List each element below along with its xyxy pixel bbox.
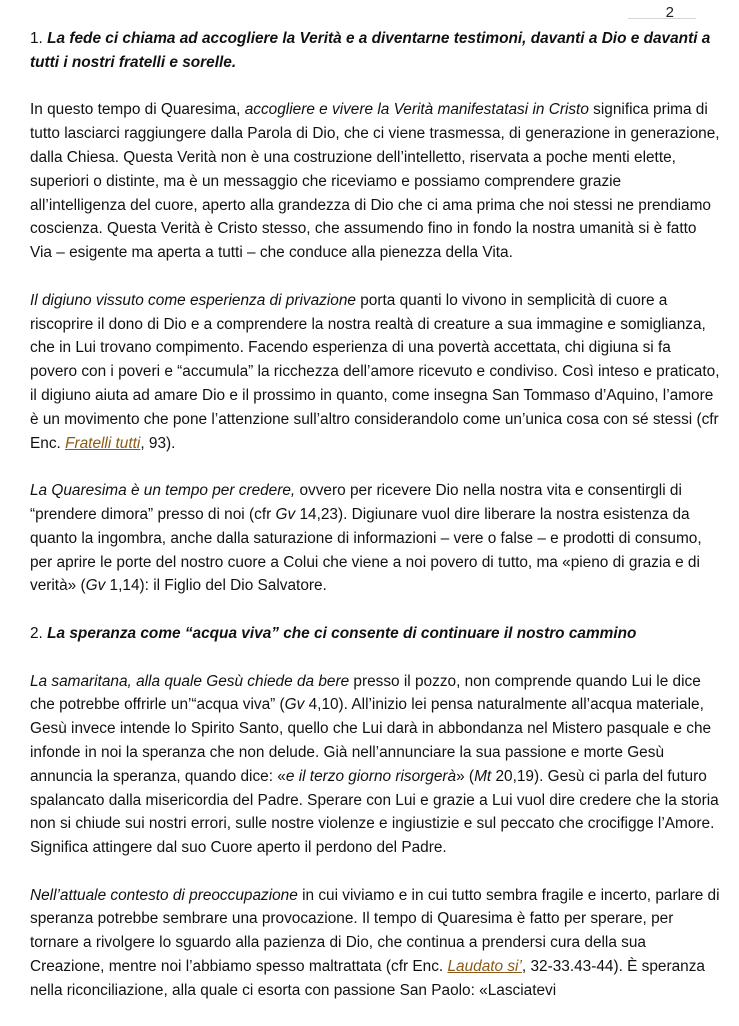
italic-text: La samaritana, alla quale Gesù chiede da bere <box>30 672 350 690</box>
italic-text: Nell’attuale contesto di preoccupazione <box>30 886 298 904</box>
paragraph-samaritan <box>30 670 720 860</box>
section-2-heading <box>30 622 720 646</box>
italic-text: accogliere e vivere la Verità manifestatasi in Cristo <box>244 101 589 119</box>
text: 4,10). All’inizio lei pensa naturalmente all’acqua materiale, Gesù invece intende lo Spirito Santo, quello che Lui darà in abbondanza nel Mistero pasquale e che infonde in noi la speranza che non delude. Già nell’annunciare la sua passione e morte Gesù annuncia la speranza, quando dice: « <box>30 696 712 785</box>
section-1-number: 1. <box>30 30 48 47</box>
text: porta quanti lo vivono in semplicità di cuore a riscoprire il dono di Dio e a comprendere la nostra realtà di creature a sua immagine e somiglianza, che in Lui trovano compimento. Facendo esperienza di una povertà accettata, chi digiuna si fa povero con i poveri e “accumula” la ricchezza dell’amore ricevuto e condiviso. Così inteso e praticato, il digiuno aiuta ad amare Dio e il prossimo in quanto, come insegna San Tommaso d’Aquino, l’amore è un movimento che pone l’attenzione sull’altro considerandolo come un’unica cosa con sé stessi (cfr Enc. <box>30 291 720 452</box>
citation-abbrev: Mt <box>474 767 492 785</box>
fratelli-tutti-link[interactable]: Fratelli tutti <box>65 434 141 452</box>
citation-abbrev: Gv <box>284 696 305 714</box>
text: , 32-33.43-44). È speranza nella riconciliazione, alla quale ci esorta con passione San Paolo: «Lasciatevi <box>30 958 705 999</box>
text: » ( <box>456 767 475 785</box>
paragraph-truth <box>30 98 720 265</box>
text: presso il pozzo, non comprende quando Lui le dice che potrebbe offrirle un’“acqua viva” ( <box>30 672 701 714</box>
page-header <box>628 4 696 19</box>
text: 1,14): il Figlio del Dio Salvatore. <box>105 577 327 595</box>
document-body <box>30 27 720 1026</box>
text: 20,19). Gesù ci parla del futuro spalancato dalla misericordia del Padre. Sperare con Lui e grazie a Lui vuol dire credere che la storia non si chiude sui nostri errori, sulle nostre violenze e ingiustizie e sul peccato che crocifigge l’Amore. Significa attingere dal suo Cuore aperto il perdono del Padre. <box>30 767 719 857</box>
page-number: 2 <box>665 4 674 21</box>
paragraph-lent-believe <box>30 479 720 598</box>
text: 14,23). Digiunare vuol dire liberare la nostra esistenza da quanto la ingombra, anche dalla saturazione di informazioni – vere o false – e prodotti di consumo, per aprire le porte del nostro cuore a Colui che viene a noi povero di tutto, ma «pieno di grazia e di verità» ( <box>30 505 702 595</box>
italic-text: La Quaresima è un tempo per credere, <box>30 482 296 500</box>
section-1-heading <box>30 27 720 75</box>
text: , 93). <box>140 434 176 452</box>
section-1-title: La fede ci chiama ad accogliere la Verità e a diventarne testimoni, davanti a Dio e davanti a tutti i nostri fratelli e sorelle. <box>30 30 711 71</box>
paragraph-hope-context <box>30 884 720 1003</box>
text: significa prima di tutto lasciarci raggiungere dalla Parola di Dio, che ci viene trasmessa, di generazione in generazione, dalla Chiesa. Questa Verità non è una costruzione dell’intelletto, riservata a poche menti elette, superiori o distinte, ma è un messaggio che riceviamo e possiamo comprendere grazie all’intelligenza del cuore, aperto alla grandezza di Dio che ci ama prima che noi stessi ne prendiamo coscienza. Questa Verità è Cristo stesso, che assumendo fino in fondo la nostra umanità si è fatto Via – esigente ma aperta a tutti – che conduce alla pienezza della Vita. <box>30 101 720 262</box>
paragraph-fasting <box>30 289 720 456</box>
italic-text: e il terzo giorno risorgerà <box>285 767 457 785</box>
section-2-number: 2. <box>30 624 48 642</box>
section-2-title: La speranza come “acqua viva” che ci consente di continuare il nostro cammino <box>47 624 637 642</box>
text: in cui viviamo e in cui tutto sembra fragile e incerto, parlare di speranza potrebbe sembrare una provocazione. Il tempo di Quaresima è fatto per sperare, per tornare a rivolgere lo sguardo alla pazienza di Dio, che continua a prendersi cura della sua Creazione, mentre noi l’abbiamo spesso maltrattata (cfr Enc. <box>30 886 720 976</box>
citation-abbrev: Gv <box>275 505 296 523</box>
text: ovvero per ricevere Dio nella nostra vita e consentirgli di “prendere dimora” presso di noi (cfr <box>30 482 682 523</box>
text: In questo tempo di Quaresima, <box>30 101 245 119</box>
laudato-si-link[interactable]: Laudato si’ <box>447 958 522 976</box>
citation-abbrev: Gv <box>85 577 106 595</box>
italic-text: Il digiuno vissuto come esperienza di privazione <box>30 291 356 309</box>
